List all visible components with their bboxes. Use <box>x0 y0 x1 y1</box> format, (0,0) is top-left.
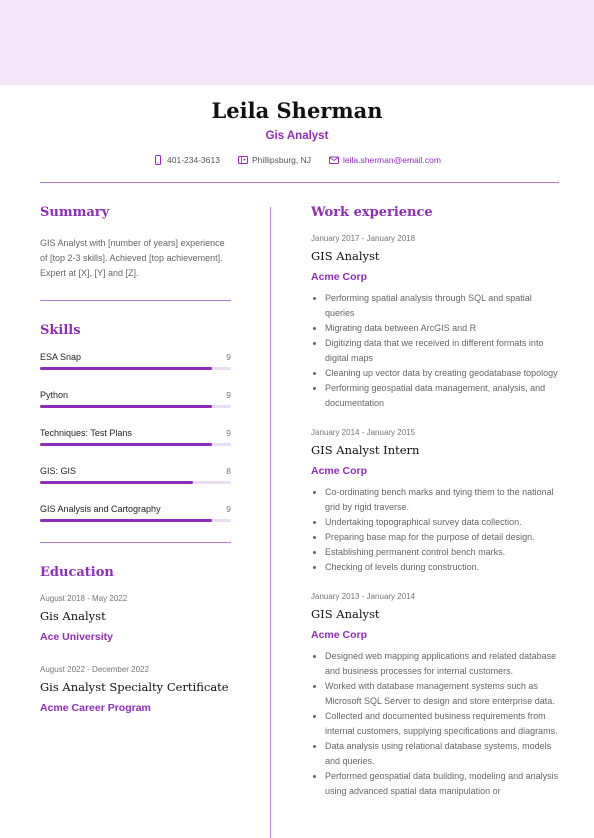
job-bullet: • Performing spatial analysis through SQL and spatial queries <box>325 291 559 321</box>
education-item <box>40 665 231 714</box>
header-band <box>0 0 594 85</box>
skill-name: Python <box>40 390 69 400</box>
skill-bar-fill <box>40 519 212 522</box>
skills-title: Skills <box>40 323 81 338</box>
header-divider <box>40 182 559 183</box>
skill-bar <box>40 519 231 522</box>
job-bullet: • Establishing permanent control bench marks. <box>325 545 559 560</box>
experience-title: Work experience <box>311 205 433 220</box>
skill-item <box>40 504 231 542</box>
education-degree: Gis Analyst <box>40 609 106 623</box>
job-bullets <box>311 485 559 575</box>
section-divider <box>40 300 231 301</box>
experience-list <box>311 234 559 799</box>
job-title: GIS Analyst <box>311 607 380 621</box>
education-item <box>40 594 231 643</box>
skills-section <box>40 323 231 542</box>
job-title: GIS Analyst Intern <box>311 443 420 457</box>
job-item <box>311 234 559 411</box>
job-bullet: • Undertaking topographical survey data collection. <box>325 515 559 530</box>
contact-email[interactable] <box>329 155 441 165</box>
contact-location <box>238 155 311 165</box>
skill-item <box>40 352 231 390</box>
right-column <box>311 205 559 799</box>
job-bullet: • Digitizing data that we received in different formats into digital maps <box>325 336 559 366</box>
job-bullet: • Performing geospatial data management, analysis, and documentation <box>325 381 559 411</box>
skill-name: GIS Analysis and Cartography <box>40 504 161 514</box>
skill-item <box>40 390 231 428</box>
skill-item <box>40 466 231 504</box>
job-title: GIS Analyst <box>311 249 380 263</box>
education-title: Education <box>40 565 114 580</box>
section-divider <box>40 542 231 543</box>
job-company: Acme Corp <box>311 271 368 283</box>
skill-bar <box>40 443 231 446</box>
education-date: August 2022 - December 2022 <box>40 665 149 674</box>
job-bullet: • Data analysis using relational database systems, models and queries. <box>325 739 559 769</box>
education-degree: Gis Analyst Specialty Certificate <box>40 680 229 694</box>
skill-score: 9 <box>226 352 231 362</box>
job-bullets <box>311 649 559 799</box>
skill-score: 9 <box>226 428 231 438</box>
skill-bar <box>40 367 231 370</box>
job-bullet: • Collected and documented business requirements from internal customers, supplying specifications and diagrams. <box>325 709 559 739</box>
job-date: January 2013 - January 2014 <box>311 592 416 601</box>
education-school: Ace University <box>40 631 113 643</box>
job-bullet: • Worked with database management systems such as Microsoft SQL Server to design and store enterprise data. <box>325 679 559 709</box>
skill-bar-fill <box>40 481 193 484</box>
phone-text: 401-234-3613 <box>167 155 220 165</box>
job-bullet: • Cleaning up vector data by creating geodatabase topology <box>325 366 559 381</box>
skill-score: 9 <box>226 390 231 400</box>
job-bullet: • Migrating data between ArcGIS and R <box>325 321 559 336</box>
skill-bar-fill <box>40 367 212 370</box>
job-bullet: • Checking of levels during construction. <box>325 560 559 575</box>
summary-title: Summary <box>40 205 110 220</box>
phone-icon <box>153 155 163 165</box>
candidate-name: Leila Sherman <box>211 98 383 123</box>
job-bullet: • Performed geospatial data building, modeling and analysis using advanced spatial data manipulation or <box>325 769 559 799</box>
skill-name: Techniques: Test Plans <box>40 428 132 438</box>
education-section <box>40 565 231 714</box>
mail-icon <box>329 155 339 165</box>
job-company: Acme Corp <box>311 465 368 477</box>
candidate-role: Gis Analyst <box>265 130 329 142</box>
summary-section <box>40 205 231 281</box>
job-item <box>311 592 559 799</box>
skill-score: 9 <box>226 504 231 514</box>
job-date: January 2014 - January 2015 <box>311 428 416 437</box>
job-company: Acme Corp <box>311 629 368 641</box>
education-list <box>40 594 231 714</box>
job-bullet: • Co-ordinating bench marks and tying them to the national grid by rigid traverse. <box>325 485 559 515</box>
email-link[interactable]: leila.sherman@email.com <box>343 155 441 165</box>
skill-name: GIS: GIS <box>40 466 77 476</box>
left-column <box>40 205 231 714</box>
skill-bar <box>40 405 231 408</box>
location-text: Phillipsburg, NJ <box>251 155 312 165</box>
contact-bar <box>0 155 594 165</box>
map-icon <box>238 155 248 165</box>
education-date: August 2018 - May 2022 <box>40 594 128 603</box>
job-bullet: • Designed web mapping applications and related database and business processes for internal customers. <box>325 649 559 679</box>
skill-name: ESA Snap <box>40 352 82 362</box>
summary-text: GIS Analyst with [number of years] experience of [top 2-3 skills]. Achieved [top achievement]. Expert at [X], [Y] and [Z]. <box>40 238 225 278</box>
skill-score: 8 <box>226 466 231 476</box>
job-date: January 2017 - January 2018 <box>311 234 416 243</box>
job-bullets <box>311 291 559 411</box>
column-divider <box>270 207 271 838</box>
skills-list <box>40 352 231 542</box>
education-school: Acme Career Program <box>40 702 151 714</box>
job-bullet: • Preparing base map for the purpose of detail design. <box>325 530 559 545</box>
skill-bar-fill <box>40 443 212 446</box>
skill-bar-fill <box>40 405 212 408</box>
skill-item <box>40 428 231 466</box>
contact-phone <box>153 155 220 165</box>
job-item <box>311 428 559 575</box>
skill-bar <box>40 481 231 484</box>
